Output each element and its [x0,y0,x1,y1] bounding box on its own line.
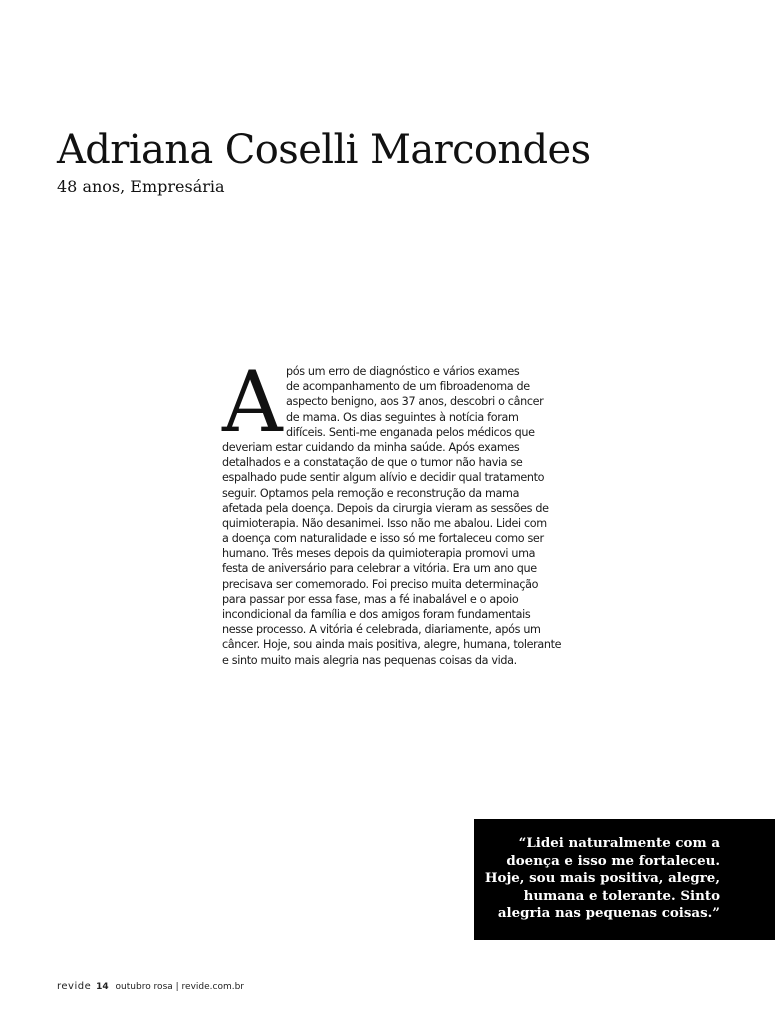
article-line: espalhado pude sentir algum alívio e decidir qual tratamento [222,471,545,485]
article-line: incondicional da família e dos amigos foram fundamentais [222,608,531,621]
article-line: câncer. Hoje, sou ainda mais positiva, alegre, humana, tolerante [222,638,562,652]
article-line: precisava ser comemorado. Foi preciso muita determinação [222,577,539,591]
article-line: de mama. Os dias seguintes à notícia foram [286,410,519,424]
drop-cap: A [222,353,283,451]
article-line: seguir. Optamos pela remoção e reconstrução da mama [222,486,520,500]
pull-quote-line: “Lidei naturalmente com a [518,835,720,851]
article-line: nesse processo. A vitória é celebrada, diariamente, após um [222,623,541,637]
article-line: afetada pela doença. Depois da cirurgia vieram as sessões de [222,501,549,515]
page-title: Adriana Coselli Marcondes [57,127,591,173]
page-number: 14 [96,982,109,992]
page-subtitle: 48 anos, Empresária [57,177,225,196]
article-line: difíceis. Senti-me enganada pelos médicos que [286,425,535,439]
pull-quote-line: Hoje, sou mais positiva, alegre, [484,870,720,887]
pull-quote-line: humana e tolerante. Sinto [523,887,720,904]
page-footer [57,981,244,993]
article-line: para passar por essa fase, mas a fé inabalável e o apoio [222,592,519,606]
article-line: festa de aniversário para celebrar a vitória. Era um ano que [222,562,537,576]
pull-quote-box [474,819,775,940]
magazine-logo: revide [57,981,92,992]
article-line: humano. Três meses depois da quimioterapia promovi uma [222,547,536,561]
pull-quote-line: alegria nas pequenas coisas.” [497,905,720,922]
article-line: de acompanhamento de um fibroadenoma de [286,380,530,394]
article-line: pós um erro de diagnóstico e vários exames [286,365,520,378]
article-line: aspecto benigno, aos 37 anos, descobri o câncer [286,395,544,409]
article-line: quimioterapia. Não desanimei. Isso não me abalou. Lidei com [222,516,547,530]
pull-quote [485,835,720,923]
pull-quote-line: doença e isso me fortaleceu. [506,852,720,869]
article-line: detalhados e a constatação de que o tumor não havia se [222,456,523,470]
article-line: deveriam estar cuidando da minha saúde. Após exames [222,440,520,454]
article-line: a doença com naturalidade e isso só me fortaleceu como ser [222,532,544,546]
footer-section: outubro rosa | revide.com.br [115,982,244,992]
article-body [222,353,567,668]
article-line: e sinto muito mais alegria nas pequenas coisas da vida. [222,653,517,667]
